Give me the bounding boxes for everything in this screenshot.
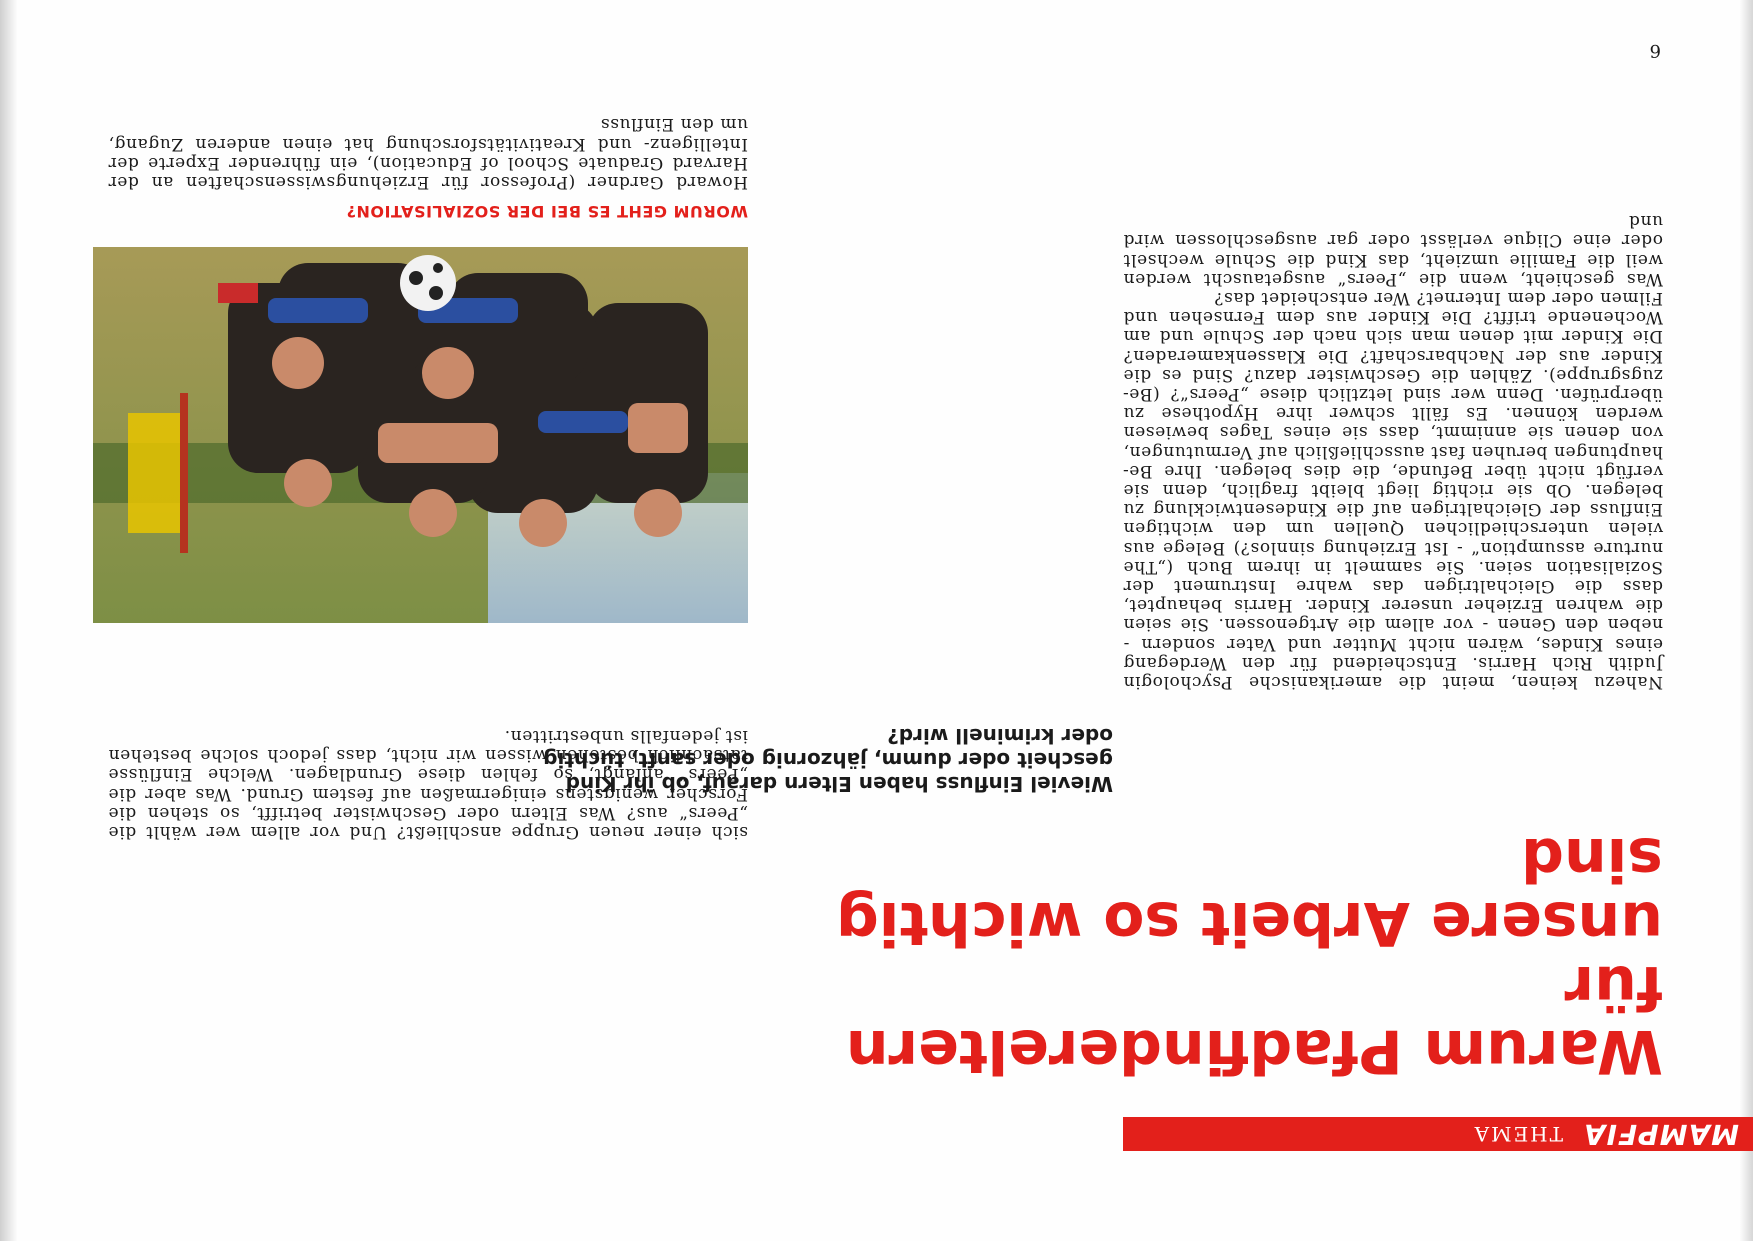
paragraph: Was geschieht, wenn die „Peers“ ausgetauscht werden weil die Familie umzieht, das Kind die Schule wechselt oder eine Clique verlässt oder gar ausgeschlossen wird und [1123,211,1663,289]
text-column-right-bottom [108,114,748,191]
group-photo-image [93,247,748,623]
article-title-line-2: unsere Arbeit so wichtig sind [835,824,1663,958]
page-number: 6 [1649,40,1661,61]
group-photo [93,247,748,623]
paragraph: sich einer neuen Gruppe anschließt? Und vor allem wer wählt die „Peers“ aus? Was Eltern oder Geschwister betrifft, so stehen die Forscher wenigstens einigermaßen auf festem Grund. Was aber die „Peers“ anlangt, so fehlen diese Grundlagen. Welche Einflüsse tatsächlich bestehen wissen wir nicht, dass jedoch solche bestehen ist jedenfalls unbestritten. [108,725,748,842]
article-lead: Wieviel Einfluss haben Eltern darauf, ob ihr Kind gescheit oder dumm, jähzornig oder sanft, tüchtig oder kriminell wird? [543,724,1113,796]
section-subheading: WORUM GEHT ES BEI DER SOZIALISATION? [346,202,748,221]
brand-logo: MAMPFIA [1582,1118,1739,1151]
paragraph: Nahezu keinen, meint die amerikanische Psychologin Judith Rich Harris. Entscheidend für den Werdegang eines Kindes, wären nicht Mutter und Vater sondern - neben den Genen - vor allem die Artgenossen. Sie seien die wahren Erzieher unserer Kinder. Harris behauptet, dass die Gleichaltrigen das wahre Instrument der Sozialisation seien. Sie sammelt in ihrem Buch („The nurture assumption“ - Ist Erziehung sinnlos?) Belege aus vielen unterschiedlichen Quellen um den wichtigen Einfluss der Gleichaltrigen auf die Kindesentwicklung zu belegen. Ob sie richtig liegt bleibt fraglich, denn sie verfügt nicht über Befunde, die dies belegen. Ihre Behauptungen beruhen fast ausschließlich auf Vermutungen, von denen sie annimmt, dass sie eines Tages bewiesen werden können. Es fällt schwer ihre Hypothese zu überprüfen. Denn wer sind letztlich diese „Peers“? (Bezugsgruppe). Zählen die Geschwister dazu? Sind es die Kinder aus der Nachbarschaft? Die Klassenkameraden? Die Kinder mit denen man sich nach der Schule und am Wochenende trifft? Die Kinder aus dem Fernsehen und Filmen oder dem Internet? Wer entscheidet das? [1123,287,1663,692]
text-column-right-top [108,726,748,841]
article-title [763,824,1663,1086]
header-bar [1123,1117,1753,1151]
paragraph: Howard Gardner (Professor für Erziehungswissenschaften an der Harvard Graduate School of Education), ein führender Experte der Intelligenz- und Kreativitätsforschung hat einen anderen Zugang, um den Einfluss [108,114,748,192]
page-gutter-shadow [1739,0,1753,1241]
text-column-left [1123,211,1663,691]
article-title-line-1: Warum Pfadfindereltern für [845,952,1663,1086]
section-label: THEMA [1472,1122,1563,1146]
page-edge-shadow [0,0,18,1241]
